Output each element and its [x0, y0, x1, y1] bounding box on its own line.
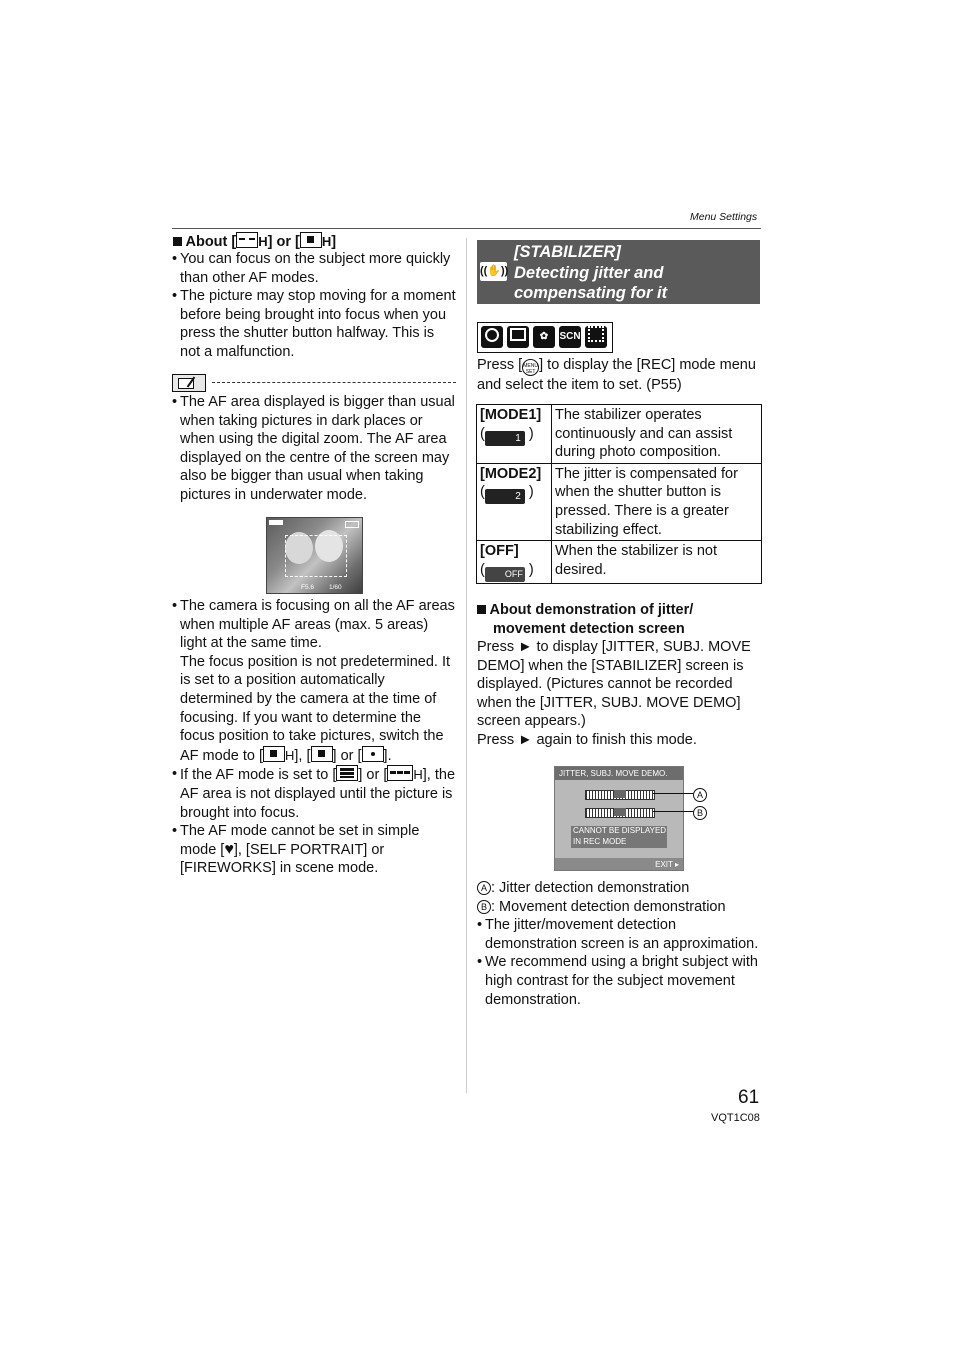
demo-screen-title: JITTER, SUBJ. MOVE DEMO.	[555, 767, 683, 780]
note-bullets	[172, 393, 457, 505]
callout-a: A	[693, 786, 707, 804]
focus-bullets	[172, 597, 457, 878]
demo-legend	[477, 879, 762, 1009]
one-area-af-icon	[300, 232, 322, 248]
jitter-gauge	[585, 790, 655, 800]
press-menu-text: Press [MENU SET ] to display the [REC] mode menu and select the item to set. (P55)	[477, 357, 756, 393]
macro-mode-icon	[507, 326, 529, 348]
mode-indicator-icon	[269, 520, 283, 525]
legend-a: A : Jitter detection demonstration	[477, 879, 762, 898]
off-description: When the stabilizer is not desired.	[552, 541, 762, 584]
page-number: 61	[738, 1087, 760, 1108]
callout-line-a	[653, 793, 693, 794]
legend-b: B : Movement detection demonstration	[477, 898, 762, 917]
normal-picture-mode-icon	[481, 326, 503, 348]
af-screen-photo	[266, 517, 363, 594]
exit-label: EXIT ▸	[655, 860, 679, 869]
table-row-mode1: [MODE1] ( 1 ) The stabilizer operates continuously and can assist during photo composition.	[477, 405, 762, 464]
mode2-label: [MODE2]	[480, 465, 542, 482]
note-bullet-1: • The AF area displayed is bigger than usual when taking pictures in dark places or when using the digital zoom. The AF area displayed on the centre of the screen may also be bigger than usual when taking pictures in underwater mode.	[172, 393, 457, 505]
multi-area-af-icon	[236, 232, 258, 248]
heart-icon: ♥	[224, 840, 234, 858]
spot-af-icon	[362, 746, 384, 762]
applicable-mode-icons	[477, 322, 613, 353]
af-area-frame	[285, 535, 347, 577]
demo-text-1: Press ► to display [JITTER, SUBJ. MOVE DEMO] when the [STABILIZER] screen is displayed. (Pictures cannot be recorded when the [JITTER, SUBJ. MOVE DEMO] screen appears.)	[477, 639, 751, 730]
movement-gauge	[585, 808, 655, 818]
cannot-display-warning: CANNOT BE DISPLAYED IN REC MODE	[571, 826, 667, 848]
mode2-description: The jitter is compensated for when the shutter button is pressed. There is a greater stabilizing effect.	[552, 463, 762, 540]
stabilizer-subtitle-1: Detecting jitter and	[514, 263, 664, 282]
simple-mode-bullet: • The AF mode cannot be set in simple mode [♥], [SELF PORTRAIT] or [FIREWORKS] in scene mode.	[172, 822, 457, 878]
mode1-label: [MODE1]	[480, 407, 542, 423]
document-code: VQT1C08	[711, 1112, 760, 1124]
high-speed-icon: H	[258, 234, 268, 249]
column-divider	[466, 238, 467, 1093]
about-bullet-2: • The picture may stop moving for a moment before being brought into focus when you press the shutter button halfway. This is not a malfunction.	[172, 287, 457, 361]
note-divider	[212, 382, 456, 383]
header-rule	[172, 228, 761, 229]
demo-text	[477, 638, 762, 750]
stabilizer-subtitle-2: compensating for it	[514, 284, 668, 302]
one-area-icon	[311, 746, 333, 762]
afmode-bullet: • If the AF mode is set to [ ] or [ H], the AF area is not displayed until the picture is brought into focus.	[172, 765, 457, 822]
heading-square-icon	[173, 237, 182, 246]
nine-area-af-icon	[336, 765, 358, 781]
about-bullet-1: • You can focus on the subject more quickly than other AF modes.	[172, 250, 457, 287]
battery-icon	[345, 521, 359, 528]
table-row-mode2: [MODE2] ( 2 ) The jitter is compensated for when the shutter button is pressed. There is a greater stabilizing effect.	[477, 463, 762, 540]
off-label: [OFF]	[480, 543, 519, 560]
table-row-off: [OFF] ( OFF ) When the stabilizer is not desired.	[477, 541, 762, 584]
menu-set-button-icon: MENU SET	[522, 359, 539, 376]
note-icon	[172, 374, 206, 392]
flower-mode-icon: ✿	[533, 326, 555, 348]
callout-b: B	[693, 804, 707, 822]
demo-heading: About demonstration of jitter/ movement detection screen	[477, 601, 762, 638]
stabilizer-title-bar	[477, 240, 760, 304]
mode1-description: The stabilizer operates continuously and can assist during photo composition.	[552, 405, 762, 464]
mode1-stabilizer-icon: 1	[485, 431, 525, 446]
demo-bullet-1: • The jitter/movement detection demonstration screen is an approximation.	[477, 916, 762, 953]
aperture-readout: F5.6	[301, 584, 315, 591]
high-speed-icon-3: H	[285, 747, 295, 763]
off-stabilizer-icon: OFF	[485, 567, 525, 582]
shutter-readout: 1/60	[329, 584, 342, 591]
multi-area-high-speed-icon	[387, 765, 413, 781]
motion-picture-mode-icon	[585, 326, 607, 348]
stabilizer-title: [STABILIZER]	[514, 243, 621, 261]
mode2-stabilizer-icon: 2	[485, 489, 525, 504]
about-heading: About [ H] or [ H]	[173, 232, 336, 252]
heading-square-icon-2	[477, 605, 486, 614]
callout-line-b	[653, 811, 693, 812]
demo-bullet-2: • We recommend using a bright subject with high contrast for the subject movement demonstration.	[477, 953, 762, 1009]
high-speed-icon-2: H	[321, 234, 332, 249]
demo-text-2: Press ► again to finish this mode.	[477, 731, 697, 748]
focus-bullet: • The camera is focusing on all the AF areas when multiple AF areas (max. 5 areas) light at the same time. The focus position is not predetermined. It is set to a position automatically determined by the camera at the time of focusing. If you want to determine the focus position to take pictures, switch the AF mode to [ H], [ ] or [ ].	[172, 597, 457, 765]
stabilizer-hand-icon: ((✋))	[480, 262, 507, 281]
section-label: Menu Settings	[690, 211, 758, 223]
high-speed-icon-4: H	[413, 767, 423, 783]
scene-mode-icon: SCN	[559, 326, 581, 348]
one-area-high-speed-icon	[263, 746, 285, 762]
about-bullets	[172, 250, 457, 362]
demo-screen	[554, 766, 684, 871]
stabilizer-mode-table	[476, 404, 762, 584]
